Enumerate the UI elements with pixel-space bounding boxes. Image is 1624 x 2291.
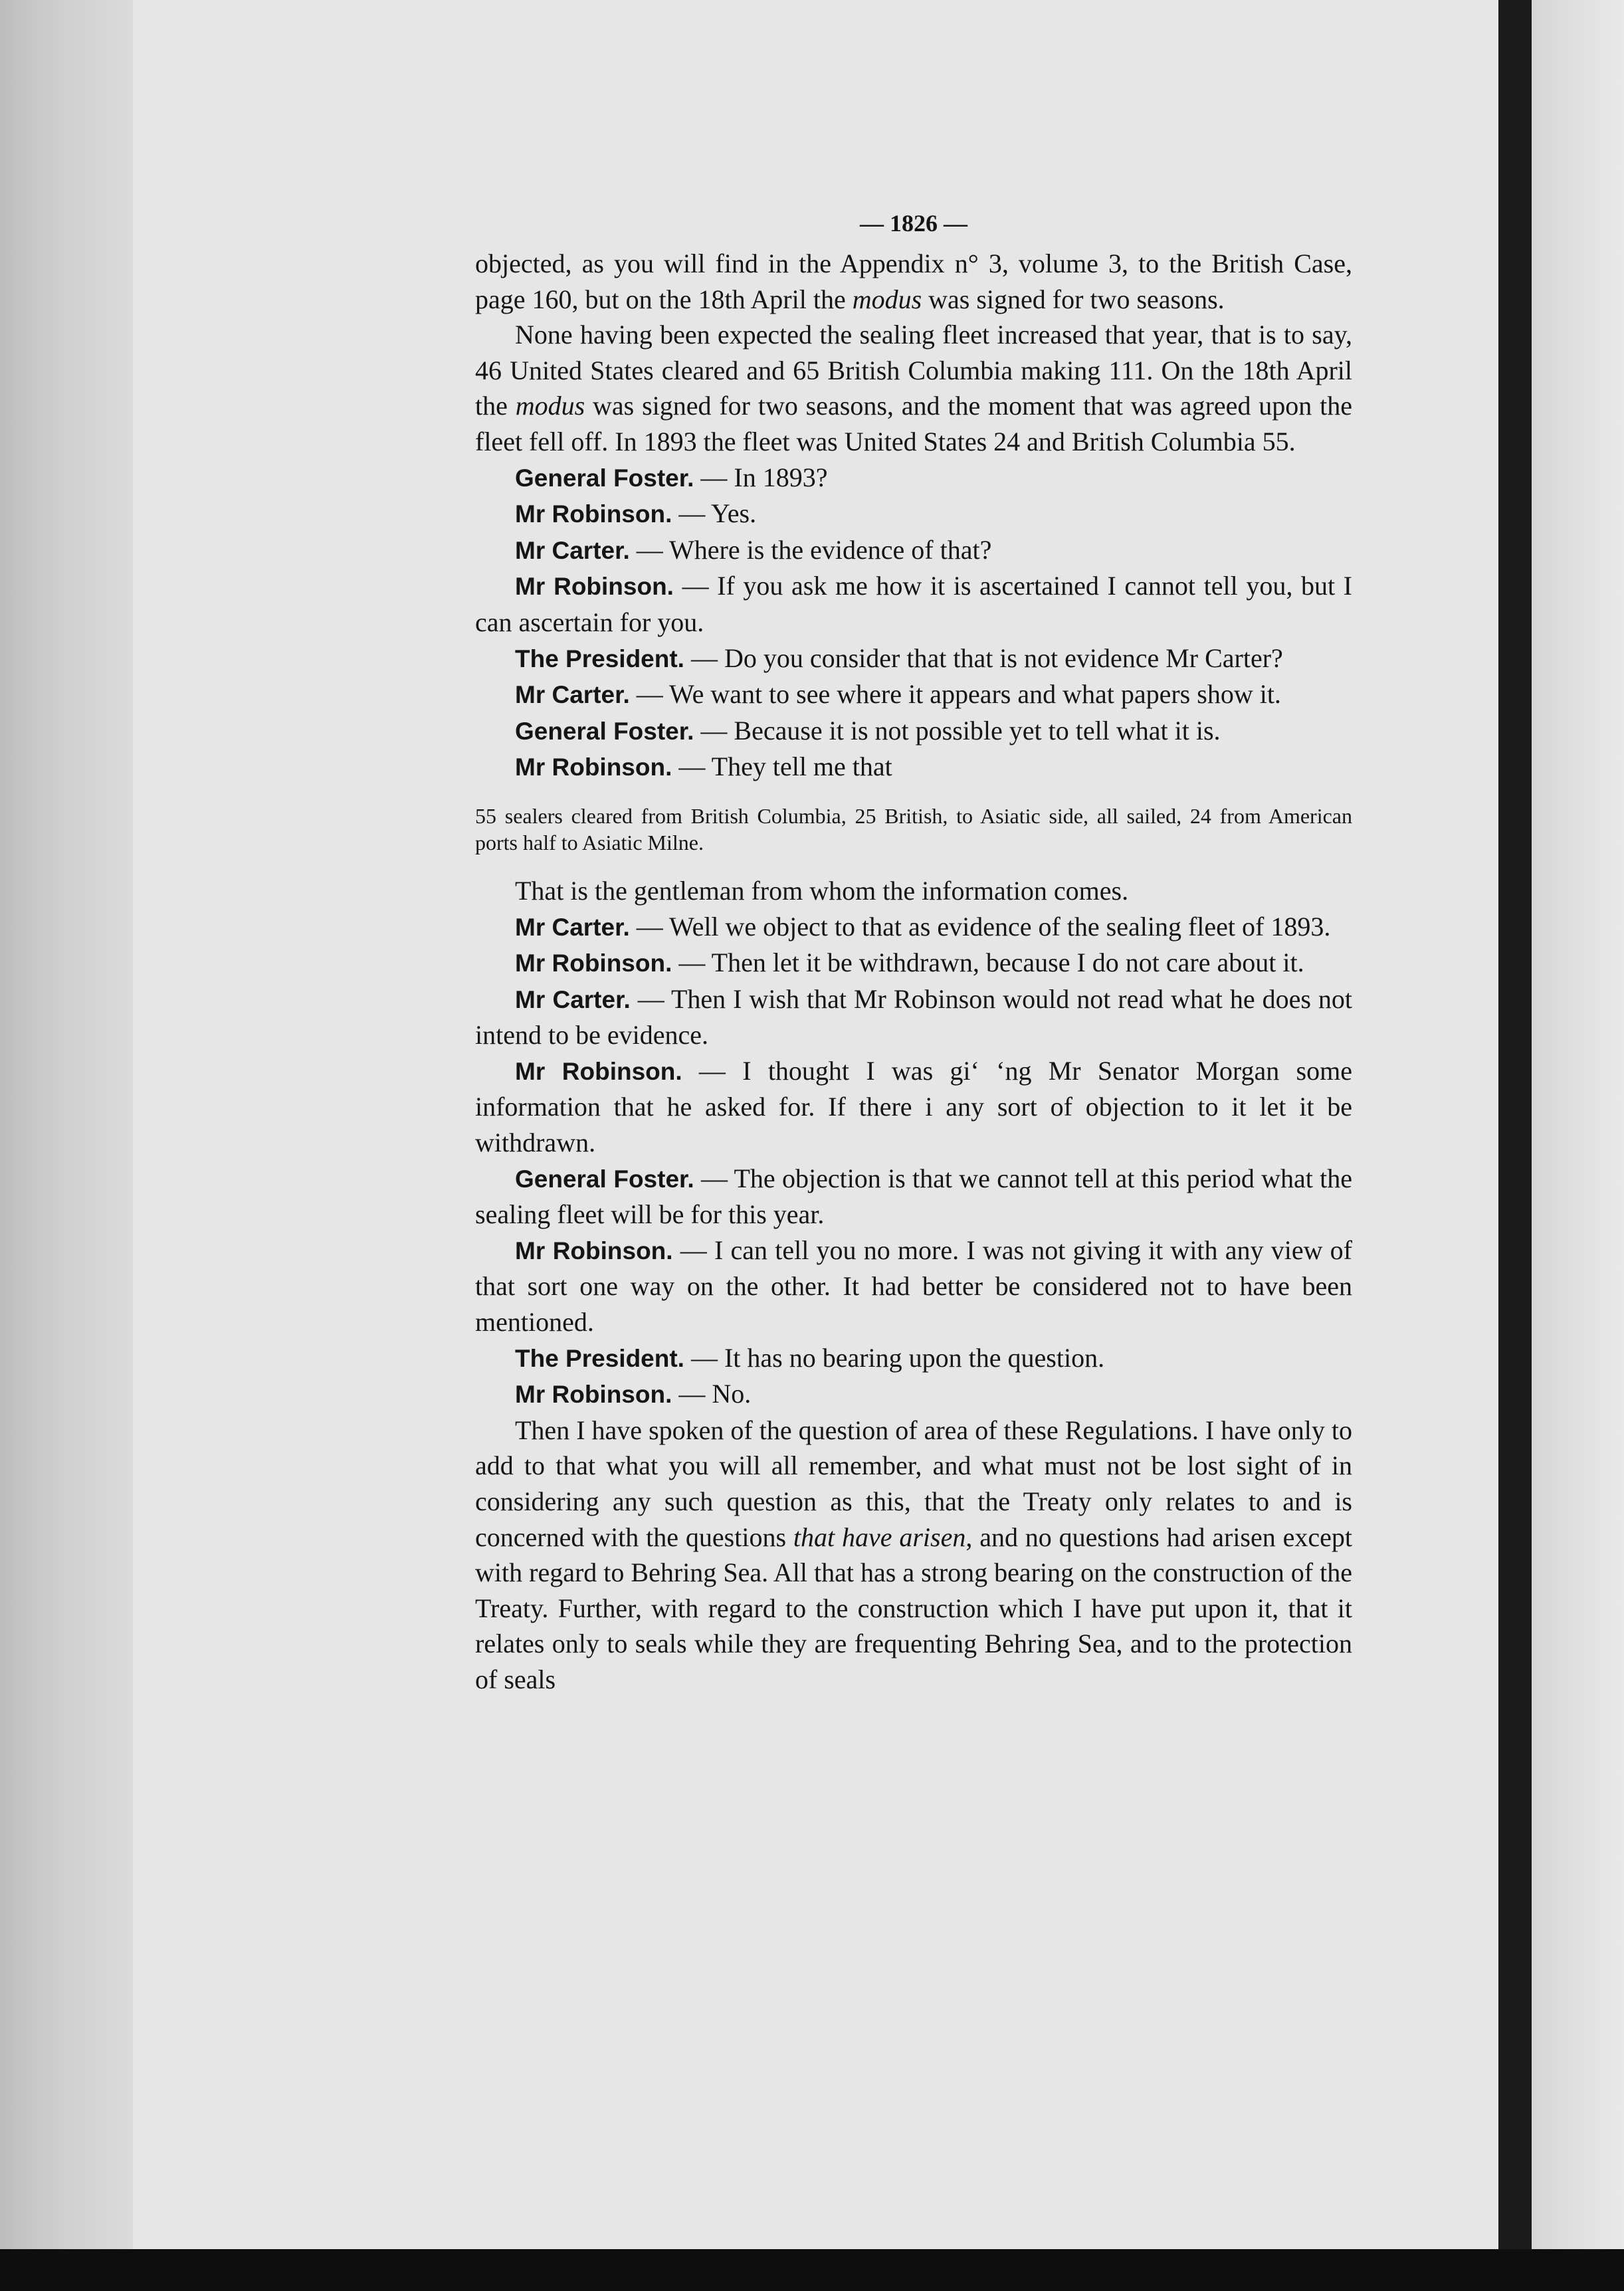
speech-2 [475,496,1352,532]
speech-text: — They tell me that [672,751,892,782]
speaker-name: Mr Robinson. [515,573,674,601]
speech-12 [475,1053,1352,1161]
speaker-name: General Foster. [515,464,694,492]
speech-text: — I can tell you no more. I was not giving it with any view of that sort one way on the other. It had better be considered not to have been mentioned. [475,1235,1352,1338]
paragraph-2 [475,317,1352,459]
speech-text: — Where is the evidence of that? [629,534,992,565]
page-left-edge [0,0,153,2291]
scan-bottom-border [0,2249,1624,2291]
speech-text: — Because it is not possible yet to tell what it is. [694,715,1221,746]
speech-text: — We want to see where it appears and what papers show it. [629,679,1281,710]
text-block [475,206,1352,1698]
speech-text: — Then let it be withdrawn, because I do not care about it. [672,947,1304,978]
speaker-name: Mr Carter. [515,536,630,564]
speech-text: — No. [672,1379,752,1409]
final-paragraph-text: Then I have spoken of the question of area of these Regulations. I have only to add to that what you will all remember, and what must not be lost sight of in considering any such question as this, that the Treaty only relates to and is concerned with the questions [475,1415,1352,1552]
quoted-telegram: 55 sealers cleared from British Columbia, 25 British, to Asiatic side, all sailed, 24 from American ports half to Asiatic Milne. [475,803,1352,854]
speech-text: — Yes. [672,498,757,529]
speaker-name: Mr Robinson. [515,1057,682,1085]
speech-3 [475,532,1352,569]
speech-text: — Do you consider that that is not evidence Mr Carter? [684,643,1283,673]
paragraph-1-text: objected, as you will find in the Appendix n° 3, volume 3, to the British Case, page 160, but on the 18th April the [475,249,1352,314]
final-paragraph [475,1413,1352,1698]
speaker-name: Mr Robinson. [515,753,672,781]
speech-16 [475,1376,1352,1413]
speech-5 [475,641,1352,677]
speech-text: — Well we object to that as evidence of the sealing fleet of 1893. [629,911,1331,942]
speaker-name: Mr Robinson. [515,500,672,528]
speech-9 [475,909,1352,946]
page-gutter [1498,0,1532,2291]
speech-text: — In 1893? [694,462,828,492]
speech-15 [475,1340,1352,1377]
paragraph-2-text: None having been expected the sealing fleet increased that year, that is to say, 46 United States cleared and 65 British Columbia making 111. On the 18th April the [475,320,1352,421]
paragraph-1-italic: modus [852,284,922,314]
speech-8 [475,749,1352,785]
final-paragraph-end: , and no questions had arisen except with regard to Behring Sea. All that has a strong bearing on the construction of the Treaty. Further, with regard to the construction which I have put upon it, that it relates only to seals while they are frequenting Behring Sea, and to the protection of seals [475,1522,1352,1694]
speech-text: — I thought I was giʻ ʻng Mr Senator Morgan some information that he asked for. If there i any sort of objection to it let it be withdrawn. [475,1055,1352,1158]
speaker-name: Mr Carter. [515,913,630,941]
paragraph-2-italic: modus [515,391,585,421]
speaker-name: The President. [515,1344,684,1372]
speech-11 [475,981,1352,1053]
speaker-name: Mr Robinson. [515,949,672,977]
speaker-name: General Foster. [515,717,694,745]
speech-14 [475,1233,1352,1340]
paragraph-after-quote: That is the gentleman from whom the information comes. [515,875,1129,906]
speaker-name: The President. [515,645,684,672]
speech-text: — Then I wish that Mr Robinson would not read what he does not intend to be evidence. [475,983,1353,1050]
paragraph-1 [475,246,1352,317]
final-paragraph-italic: that have arisen [793,1522,966,1552]
speaker-name: Mr Carter. [515,681,630,709]
page-number: — 1826 — [860,210,967,237]
speaker-name: Mr Robinson. [515,1237,673,1264]
speech-7 [475,713,1352,749]
speech-text: — It has no bearing upon the question. [684,1342,1105,1373]
paragraph-1-end: was signed for two seasons. [922,284,1225,314]
speech-1 [475,460,1352,496]
speech-4 [475,568,1352,640]
speech-text: — If you ask me how it is ascertained I cannot tell you, but I can ascertain for you. [475,571,1352,637]
speaker-name: Mr Carter. [515,985,631,1013]
facing-page-edge [1532,0,1624,2291]
speech-6 [475,676,1352,713]
speaker-name: General Foster. [515,1165,694,1193]
speech-text: — The objection is that we cannot tell at this period what the sealing fleet will be for this year. [475,1163,1353,1230]
speech-10 [475,945,1352,981]
speech-13 [475,1161,1352,1233]
speaker-name: Mr Robinson. [515,1381,672,1409]
paragraph-2-end: was signed for two seasons, and the moment that was agreed upon the fleet fell off. In 1893 the fleet was United States 24 and British Columbia 55. [475,391,1352,456]
